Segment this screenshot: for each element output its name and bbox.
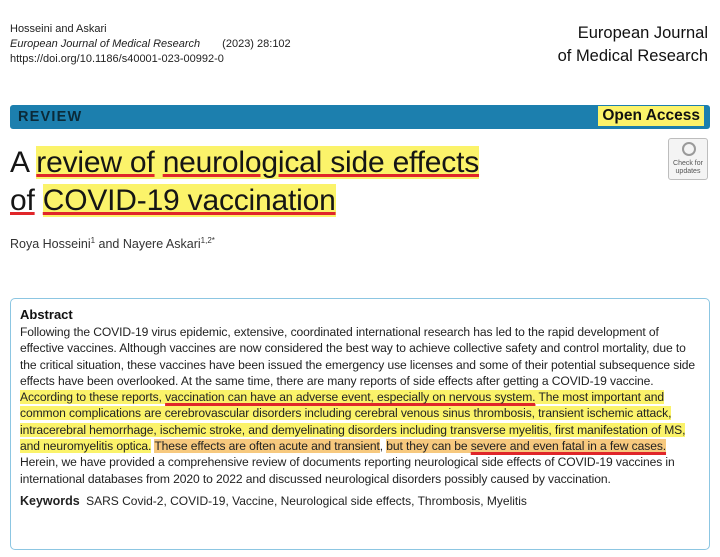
badge-label: [669, 160, 707, 176]
author-name[interactable]: and Nayere Askari: [95, 237, 201, 252]
keywords: [20, 494, 700, 508]
article-meta: [10, 22, 291, 67]
title-part: [35, 184, 43, 217]
abstract-highlight: severe and even fatal in a few cases.: [470, 439, 667, 454]
abstract-heading: Abstract: [20, 307, 73, 322]
title-part: of: [10, 184, 35, 217]
keywords-label: Keywords: [20, 493, 80, 508]
title-part: A: [10, 146, 37, 179]
affiliation-mark: 1: [90, 236, 96, 245]
abstract-sentence: ,: [379, 439, 387, 454]
author-list: [10, 236, 215, 251]
keywords-list: SARS Covid-2, COVID-19, Vaccine, Neurological side effects, Thrombosis, Myelitis: [86, 493, 527, 508]
meta-volume: (2023) 28:102: [222, 38, 291, 50]
abstract-highlight: vaccination can have an adverse event, especially on nervous system.: [165, 390, 536, 405]
affiliation-mark: 1,2*: [200, 236, 215, 245]
abstract-box: [10, 298, 710, 550]
author-name[interactable]: Roya Hosseini: [10, 237, 91, 252]
check-for-updates-badge[interactable]: [668, 138, 708, 180]
check-updates-icon: [682, 142, 696, 156]
article-type-label: REVIEW: [18, 109, 83, 125]
meta-journal: European Journal of Medical Research: [10, 38, 201, 50]
badge-label-line2: updates: [675, 168, 701, 175]
abstract-highlight: According to these reports,: [20, 390, 166, 405]
badge-label-line1: Check for: [673, 160, 703, 167]
title-highlight: review of: [36, 146, 155, 179]
title-highlight: neurological side effects: [162, 146, 480, 179]
article-title: [10, 144, 630, 220]
abstract-highlight: but they can be: [386, 439, 471, 454]
meta-journal-line: [10, 37, 291, 52]
title-highlight: COVID-19 vaccination: [42, 184, 336, 217]
title-part: [155, 146, 163, 179]
article-type-band: [10, 105, 710, 129]
abstract-highlight: These effects are often acute and transient: [154, 439, 380, 454]
journal-title-line1: European Journal: [577, 24, 708, 42]
abstract-sentence: Following the COVID-19 virus epidemic, extensive, coordinated international research has led to the rapid development of effective vaccines. Although vaccines are now considered the best way to achieve collective safety and control mortality, due to the critical situation, these vaccines have been issued the emergency use licenses and some of their potential subsequence side effects have been overlooked. At the same time, there are many reports of side effects after getting a COVID-19 vaccine.: [20, 325, 696, 388]
meta-doi[interactable]: https://doi.org/10.1186/s40001-023-00992-0: [10, 53, 224, 65]
meta-authors: Hosseini and Askari: [10, 23, 107, 35]
journal-title: [558, 22, 708, 68]
abstract-highlight: The most important and common complications are cerebrovascular disorders including cerebral venous sinus thrombosis, transient ischemic attack, intracerebral hemorrhage, ischemic stroke, and demyelinating disorders including transverse myelitis, first manifestation of MS, and neuromyelitis optica.: [20, 390, 686, 454]
abstract-text: [20, 324, 700, 487]
open-access-label: Open Access: [598, 106, 704, 126]
journal-title-line2: of Medical Research: [557, 47, 708, 65]
abstract-sentence: Herein, we have provided a comprehensive review of documents reporting neurological side effects of COVID-19 vaccines in international databases from 2020 to 2022 and discussed neurological disorders possibly caused by vaccination.: [20, 455, 675, 486]
